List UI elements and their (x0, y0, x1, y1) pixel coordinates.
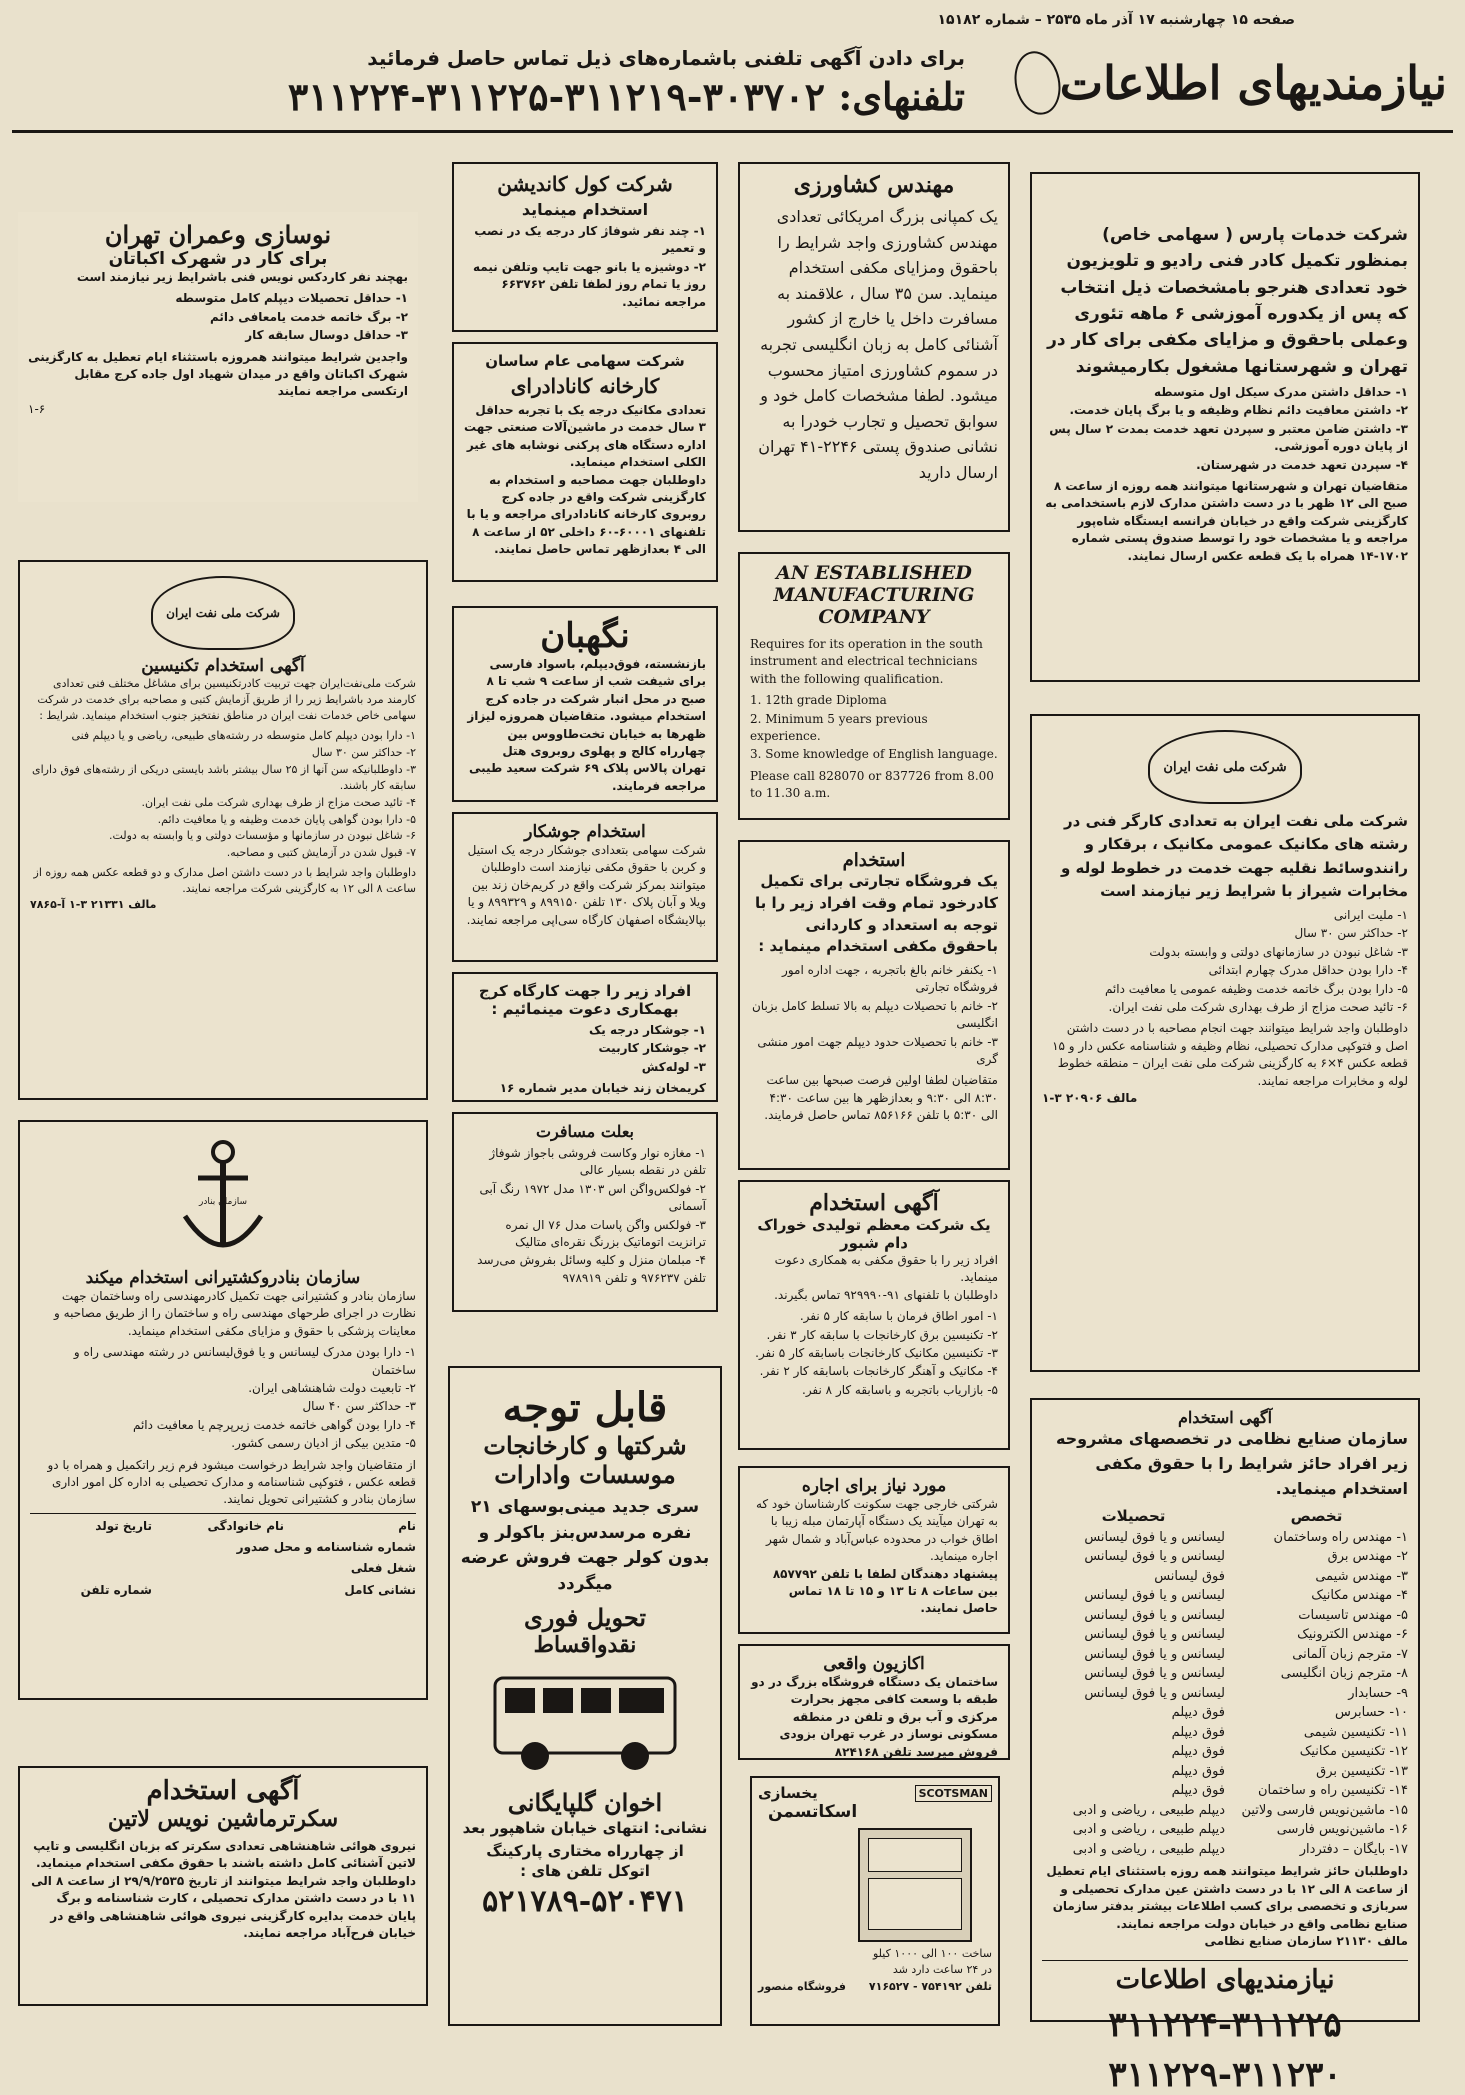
table-row (1042, 1703, 1408, 1723)
bus-title: قابل توجه (502, 1384, 668, 1431)
list-item: ۱- دارا بودن دیپلم کامل متوسطه در رشته‌های طبیعی، ریاضی و یا دیپلم فنی (71, 728, 416, 742)
ad-rent (738, 1466, 1010, 1634)
military-table (1042, 1528, 1408, 1860)
list-item: ۲- حداکثر سن ۳۰ سال (1294, 926, 1408, 941)
table-row (1042, 1567, 1408, 1587)
footer-phones-title: نیازمندیهای اطلاعات (1115, 1965, 1335, 1996)
bus-line4: تحویل فوری (523, 1603, 647, 1632)
list-item: ۳- داوطلبانیکه سن آنها از ۲۵ سال بیشتر باشد بایستی دریکی از رشته‌های فوق دارای سابقه کار باشند. (32, 762, 416, 792)
list-item: ۴- مکانیک و آهنگر کارخانجات باسابقه کار ۲ نفر. (759, 1364, 998, 1379)
ad-scotsman (750, 1776, 1000, 2026)
specialty-cell: ۸- مترجم زبان انگلیسی (1280, 1666, 1408, 1682)
specialty-cell: ۱۶- ماشین‌نویس فارسی (1276, 1822, 1408, 1838)
specialty-cell: ۱۵- ماشین‌نویس فارسی ولاتین (1241, 1802, 1408, 1818)
form-label: نام خانوادگی (207, 1518, 284, 1533)
list-item: ۵- دارا بودن گواهی پایان خدمت وظیفه و یا معافیت دائم. (157, 812, 416, 826)
shop-text: یک فروشگاه تجارتی برای تکمیل کادرخود تمام وقت افراد زیر را با توجه به استعداد و کاردانی باحقوق مکفی استخدام مینماید : (754, 872, 998, 956)
nioc2-footer: داوطلبان واجد شرایط با در دست داشتن اصل مدارک و دو قطعه عکس همه روزه از ساعت ۸ الی ۱۲ به کارگزینی شرکت مراجعه نمایند. (33, 866, 416, 896)
table-row (1042, 1645, 1408, 1665)
scotsman-brand-en: SCOTSMAN (915, 1785, 992, 1802)
military-footer: داوطلبان حائز شرایط میتوانند همه روزه باستثنای ایام تعطیل از ساعت ۸ الی ۱۲ با در دست داشتن عین مدارک تحصیلی و سربازی و تخصصی برای کسب اطلاعات بیشتر بدفتر سازمان صنایع نظامی واقع در خیابان دولت مراجعه نمایند. (1046, 1864, 1408, 1931)
ports-title: سازمان بنادروکشتیرانی استخدام میکند (85, 1268, 361, 1288)
nioc2-title: آگهی استخدام تکنیسین (141, 656, 305, 676)
renovation-subtitle: برای کار در شهرک اکباتان (108, 249, 328, 269)
bus-line3: سری جدید مینی‌بوسهای ۲۱ نفره مرسدس‌بنز باکولر و بدون کولر جهت فروش عرضه میگردد (460, 1497, 710, 1594)
education-cell: لیسانس و یا فوق لیسانس (1084, 1588, 1225, 1604)
list-item: ۲- تکنیسین برق کارخانجات با سابقه کار ۳ نفر. (766, 1327, 998, 1342)
nioc-emblem-icon: شرکت ملی نفت ایران (1148, 730, 1302, 804)
table-row (1042, 1684, 1408, 1704)
list-item: ۳- شاغل نبودن در سازمانهای دولتی و وابسته بدولت (1149, 944, 1408, 959)
page-info: صفحه ۱۵ چهارشنبه ۱۷ آذر ماه ۲۵۳۵ – شماره ۱۵۱۸۲ (937, 12, 1295, 28)
specialty-cell: ۲- مهندس برق (1327, 1549, 1408, 1565)
travel-title: بعلت مسافرت (535, 1122, 634, 1141)
shop-footer: متقاضیان لطفا اولین فرصت صبحها بین ساعت ۸:۳۰ الی ۹:۳۰ و بعدازظهر ها بین ساعت ۴:۳۰ الی ۵:۳۰ با تلفن ۸۵۶۱۶۶ تماس حاصل فرمایند. (764, 1073, 998, 1123)
canada-title: کارخانه کانادادرای (510, 374, 660, 398)
food-phone-line: داوطلبان با تلفنهای ۹۱-۹۲۹۹۹۰ تماس بگیرند. (774, 1287, 998, 1302)
specialty-cell: ۹- حسابدار (1348, 1685, 1408, 1701)
masthead-phones: تلفنهای: ۳۰۳۷۰۲-۳۱۱۲۱۹-۳۱۱۲۲۵-۳۱۱۲۲۴ (287, 74, 965, 119)
list-item: 1. 12th grade Diploma (750, 693, 887, 708)
rent-title: مورد نیاز برای اجاره (801, 1476, 947, 1496)
table-row (1042, 1528, 1408, 1548)
rent-footer: پیشنهاد دهندگان لطفا با تلفن ۸۵۷۷۹۲ بین ساعات ۸ تا ۱۳ و ۱۵ تا ۱۸ تماس حاصل نمایند. (772, 1566, 998, 1616)
list-item: ۱- حداقل تحصیلات دیپلم کامل متوسطه (175, 291, 408, 306)
nioc-ref: مالف ۲۰۹۰۶ ۳-۱ (1042, 1090, 1138, 1105)
list-item: ۲- حداکثر سن ۳۰ سال (311, 745, 416, 759)
list-item: ۳- داشتن ضامن معتبر و سپردن تعهد خدمت بمدت ۲ سال پس از پایان دوره آموزشی. (1049, 421, 1408, 454)
canada-text: تعدادی مکانیک درجه یک با تجربه حداقل ۳ سال خدمت در ماشین‌آلات صنعتی جهت اداره دستگاه های پرکنی نوشابه های غیر الکلی استخدام مینماید. (463, 403, 706, 470)
specialty-cell: ۶- مهندس الکترونیک (1297, 1627, 1408, 1643)
ad-nioc-workers (1030, 714, 1420, 1372)
education-cell: لیسانس و یا فوق لیسانس (1084, 1529, 1225, 1545)
scotsman-store: فروشگاه منصور (758, 1979, 846, 1993)
nioc-footer: داوطلبان واجد شرایط میتوانند جهت انجام مصاحبه با در دست داشتن اصل و فتوکپی مدارک تحصیلی، نظام وظیفه و شناسنامه عکس دار و ۱۵ قطعه عکس ۴×۶ به کارگزینی شرکت ملی نفت ایران – منطقه خطوط لوله و مخابرات مراجعه نمایند. (1052, 1021, 1408, 1088)
col-specialty: تخصص (1290, 1507, 1343, 1526)
col-education: تحصیلات (1101, 1507, 1166, 1526)
canada-footer: داوطلبان جهت مصاحبه و استخدام به کارگزینی شرکت واقع در جاده کرج روبروی کارخانه کانادادرای مراجعه و یا با تلفنهای ۶۰۰۰۱-۶۰ داخلی ۵۲ از ساعت ۸ الی ۴ بعدازظهر تماس حاصل نمایند. (466, 472, 706, 557)
specialty-cell: ۱۰- حسابرس (1334, 1705, 1408, 1721)
ad-karaj (452, 972, 718, 1102)
list-item: ۳- فولکس واگن پاسات مدل ۷۶ ال نمره ترانزیت اتوماتیک بزرنگ نقره‌ای متالیک (505, 1217, 706, 1249)
list-item: ۲- تابعیت دولت شاهنشاهی ایران. (248, 1380, 416, 1395)
renovation-text: بهچند نفر کاردکس نویس فنی باشرایط زیر نیازمند است (76, 270, 408, 284)
education-cell: دیپلم طبیعی ، ریاضی و ادبی (1072, 1841, 1225, 1857)
education-cell: لیسانس و یا فوق لیسانس (1084, 1549, 1225, 1565)
footer-phones-line2: ۳۱۱۲۲۹-۳۱۱۲۳۰ (1108, 2055, 1342, 2095)
bus-address: نشانی: انتهای خیابان شاهپور بعد از چهارراه مختاری پارکینگ (462, 1819, 708, 1860)
list-item: ۳- خانم با تحصیلات حدود دیپلم جهت امور منشی گری (757, 1034, 998, 1066)
scotsman-line2: در ۲۴ ساعت دارد شد (892, 1962, 992, 1976)
form-label: شغل فعلی (350, 1561, 416, 1576)
food-subtitle: یک شرکت معظم تولیدی خوراک دام شبور (757, 1216, 991, 1252)
ad-agri-engineer (738, 162, 1010, 532)
karaj-title: افراد زیر را جهت کارگاه کرج بهمکاری دعوت مینمائیم : (478, 982, 692, 1018)
list-item: ۷- قبول شدن در آزمایش کتبی و مصاحبه. (226, 846, 416, 860)
english-title-3: COMPANY (818, 606, 930, 628)
military-text: سازمان صنایع نظامی در تخصصهای مشروحه زیر افراد حائز شرایط را با حقوق مکفی استخدام مینماید. (1055, 1429, 1408, 1498)
ad-travel-sale (452, 1112, 718, 1312)
nioc-text: شرکت ملی نفت ایران به تعدادی کارگر فنی در رشته های مکانیک عمومی مکانیک ، برقکار و رانندوسائط نقلیه جهت خدمت در خطوط لوله و مخابرات شیراز با شرایط زیر نیازمند است (1061, 812, 1408, 900)
military-title: آگهی استخدام (1177, 1408, 1273, 1427)
ports-footer: از متقاضیان واجد شرایط درخواست میشود فرم زیر راتکمیل و همراه با دو قطعه عکس ، فتوکپی شناسنامه و مدارک تحصیلی به اداره کل امور اداری سازمان بنادر و کشتیرانی تحویل نمایند. (47, 1457, 416, 1507)
list-item: ۶- تائید صحت مزاج از طرف بهداری شرکت ملی نفت ایران. (1108, 999, 1408, 1014)
logo-text: نیازمندیهای اطلاعات (1059, 56, 1447, 110)
divider (1042, 1960, 1408, 1961)
occasion-title: اکازیون واقعی (823, 1654, 925, 1674)
specialty-cell: ۵- مهندس تاسیسات (1298, 1607, 1408, 1623)
list-item: ۲- جوشکار کاربیت (598, 1041, 706, 1056)
ad-minibus (448, 1366, 722, 2026)
bus-line2: موسسات وادارات (494, 1460, 676, 1489)
nioc2-text: شرکت ملی‌نفت‌ایران جهت تربیت کادرتکنیسین برای مشاغل مختلف فنی تعدادی کارمند مرد باشرایط زیر را از طریق آزمایش کتبی و مصاحبه برای خدمت در شرکت سهامی خاص خدمات نفت ایران در مناطق نفتخیز جنوب استخدام مینماید. شرایط : (37, 677, 416, 722)
list-item: ۱- دارا بودن مدرک لیسانس و یا فوق‌لیسانس در رشته مهندسی راه و ساختمان (73, 1345, 416, 1377)
welder-title: استخدام جوشکار (524, 822, 646, 842)
pars-footer: متقاضیان تهران و شهرستانها میتوانند همه روزه از ساعت ۸ صبح الی ۱۲ ظهر با در دست داشتن مدارک لازم باستخدامی به کارگزینی شرکت واقع در خیابان فرانسه ایستگاه شاه‌پور مراجعه و یا مشخصات خود را توسط صندوق پستی شماره ۱۷۰۲-۱۴ همراه با یک قطعه عکس ارسال نمایند. (1045, 479, 1408, 563)
masthead-rule (12, 130, 1453, 133)
list-item: ۴- سپردن تعهد خدمت در شهرستان. (1196, 457, 1408, 472)
specialty-cell: ۱۴- تکنیسین راه و ساختمان (1257, 1783, 1408, 1799)
agri-text: یک کمپانی بزرگ امریکائی تعدادی مهندس کشاورزی واجد شرایط را باحقوق ومزایای مکفی استخدام مینماید. سن ۳۵ سال ، علاقمند به مسافرت داخل یا خارج از کشور آشنائی کامل به زبان انگلیسی تجربه در سموم کشاورزی امتیاز محسوب میشود. لطفا مشخصات کامل خود و سوابق تحصیل و تجارب خودرا به نشانی صندوق پستی ۲۲۴۶-۴۱ تهران ارسال دارید (758, 207, 998, 482)
form-label: نام (398, 1518, 416, 1533)
ad-latin-typist (18, 1766, 428, 2006)
education-cell: فوق دیپلم (1171, 1763, 1225, 1779)
ad-ports (18, 1120, 428, 1700)
list-item: ۴- دارا بودن حداقل مدرک چهارم ابتدائی (1208, 963, 1408, 978)
table-row (1042, 1742, 1408, 1762)
list-item: ۱- امور اطاق فرمان با سابقه کار ۵ نفر. (799, 1309, 998, 1324)
specialty-cell: ۱۳- تکنیسین برق (1316, 1763, 1408, 1779)
education-cell: لیسانس و یا فوق لیسانس (1084, 1685, 1225, 1701)
education-cell: لیسانس و یا فوق لیسانس (1084, 1666, 1225, 1682)
ice-machine-icon (858, 1828, 972, 1942)
list-item: ۱- ملیت ایرانی (1333, 908, 1408, 922)
list-item: ۴- دارا بودن گواهی خاتمه خدمت زیرپرچم یا معافیت دائم (132, 1417, 416, 1432)
english-intro: Requires for its operation in the south instrument and electrical technicians with the following qualification. (750, 637, 983, 686)
divider (30, 1513, 416, 1514)
ad-shop (738, 840, 1010, 1170)
scotsman-line1: ساخت ۱۰۰ الی ۱۰۰۰ کیلو (872, 1947, 992, 1960)
list-item: ۱- جوشکار درجه یک (589, 1023, 706, 1037)
logo-emblem-icon (1009, 47, 1066, 119)
ad-guard (452, 606, 718, 802)
form-label: شماره تلفن (80, 1582, 152, 1597)
karaj-footer: کریمخان زند خیابان مدیر شماره ۱۶ (499, 1081, 706, 1096)
bus-line5: نقدواقساط (533, 1632, 637, 1658)
typist-subtitle: سکرترماشین نویس لاتین (107, 1806, 339, 1832)
form-label: نشانی کامل (344, 1582, 416, 1597)
table-row (1042, 1723, 1408, 1743)
table-row (1042, 1781, 1408, 1801)
ports-emblem-text: سازمان بنادر (199, 1197, 247, 1207)
list-item: ۵- متدین بیکی از ادیان رسمی کشور. (231, 1436, 416, 1451)
education-cell: فوق دیپلم (1171, 1783, 1225, 1799)
renovation-title: نوسازی وعمران تهران (104, 220, 332, 249)
masthead-logo (1007, 40, 1447, 126)
list-item: ۲- برگ خاتمه خدمت یامعافی دائم (209, 309, 408, 324)
renovation-footer: واجدین شرایط میتوانند همروزه باستثناء ایام تعطیل به کارگزینی شهرک اکباتان واقع در میدان شهیاد اول جاده کرج مقابل ارتکسی مراجعه نمایند (28, 349, 408, 399)
rent-text: شرکتی خارجی جهت سکونت کارشناسان خود که به تهران میآیند یک دستگاه آپارتمان مبله زیبا با اطاق خواب در محدوده عباس‌آباد و شمال شهر اجاره مینماید. (755, 1497, 998, 1564)
education-cell: لیسانس و یا فوق لیسانس (1084, 1627, 1225, 1643)
specialty-cell: ۱- مهندس راه وساختمان (1273, 1529, 1408, 1545)
list-item: ۲- فولکس‌واگن اس ۱۳۰۳ مدل ۱۹۷۲ رنگ آبی آسمانی (479, 1181, 706, 1214)
cool-title: شرکت کول کاندیشن (497, 172, 673, 196)
ad-english-company (738, 552, 1010, 820)
list-item: ۶- شاغل نبودن در سازمانها و مؤسسات دولتی و یا وابسته به دولت. (108, 829, 416, 843)
specialty-cell: ۷- مترجم زبان آلمانی (1292, 1646, 1408, 1662)
education-cell: فوق دیپلم (1171, 1705, 1225, 1721)
ad-cool-condition (452, 162, 718, 332)
table-row (1042, 1820, 1408, 1840)
occasion-text: ساختمان یک دستگاه فروشگاه بزرگ در دو طبقه با وسعت کافی مجهز بحرارت مرکزی و آب برق و تلفن در منطقه مسکونی نوساز در غرب تهران بزودی فروش میرسد تلفن ۸۲۴۱۶۸ (751, 1675, 998, 1759)
table-row (1042, 1547, 1408, 1567)
list-item: ۳- تکنیسین مکانیک کارخانجات باسابقه کار ۵ نفر. (755, 1345, 998, 1360)
table-row (1042, 1801, 1408, 1821)
english-contact: Please call 828070 or 837726 from 8.00 to 11.30 a.m. (750, 768, 994, 801)
shop-title: استخدام (842, 850, 906, 871)
nioc2-ref: مالف ۲۱۳۳۱ ۳-۱ آ-۷۸۶۵ (30, 898, 157, 912)
list-item: ۴- تائید صحت مزاج از طرف بهداری شرکت ملی نفت ایران. (141, 795, 416, 809)
list-item: ۴- مبلمان منزل و کلیه وسائل بفروش می‌رسد تلفن ۹۷۶۲۳۷ و تلفن ۹۷۸۹۱۹ (477, 1253, 706, 1285)
typist-title: آگهی استخدام (146, 1776, 300, 1806)
welder-text: شرکت سهامی بتعدادی جوشکار درجه یک استیل و کربن با حقوق مکفی نیازمند است داوطلبان میتوانند بمرکز شرکت واقع در کریم‌خان زند بین ویلا و آبان پلاک ۱۳۰ تلفن ۸۹۹۱۵۰ و ۸۹۹۳۲۹ و یا بپالایشگاه اصفهان کارگاه سی‌اپی مراجعه نمایند. (466, 843, 706, 927)
education-cell: دیپلم طبیعی ، ریاضی و ادبی (1072, 1802, 1225, 1818)
masthead-instruction: برای دادن آگهی تلفنی باشماره‌های ذیل تماس حاصل فرمائید (367, 46, 965, 70)
footer-phones-line1: ۳۱۱۲۲۴-۳۱۱۲۲۵ (1108, 2005, 1342, 2046)
military-ref: مالف ۲۱۱۳۰ سازمان صنایع نظامی (1204, 1933, 1408, 1948)
form-label: شماره شناسنامه و محل صدور (236, 1540, 416, 1555)
scotsman-title: یخسازی (758, 1784, 818, 1802)
scotsman-phones: تلفن ۷۵۴۱۹۲ - ۷۱۶۵۲۷ (868, 1979, 992, 1993)
education-cell: لیسانس و یا فوق لیسانس (1084, 1607, 1225, 1623)
bus-phones: ۵۲۱۷۸۹-۵۲۰۴۷۱ (482, 1884, 688, 1919)
list-item: ۱- مغازه نوار وکاست فروشی باجواز شوفاژ تلفن در نقطه بسیار عالی (489, 1146, 706, 1178)
table-row (1042, 1762, 1408, 1782)
bus-phone-label: اتوکل تلفن های : (520, 1862, 650, 1880)
list-item: 2. Minimum 5 years previous experience. (750, 711, 928, 743)
anchor-icon (173, 1134, 273, 1264)
pars-text: شرکت خدمات پارس ( سهامی خاص) بمنظور تکمیل کادر فنی رادیو و تلویزیون خود تعدادی هنرجو بامشخصات ذیل انتخاب که پس از یکدوره آموزشی ۶ ماهه تئوری وعملی باحقوق و مزایای مکفی برای کار در تهران و شهرستانها مشغول بکارمیشوند (1047, 225, 1408, 377)
list-item: ۱- چند نفر شوفاژ کار درجه یک در نصب و تعمیر (474, 224, 706, 256)
ad-welder (452, 812, 718, 962)
education-cell: دیپلم طبیعی ، ریاضی و ادبی (1072, 1822, 1225, 1838)
renovation-ref: ۱-۶ (28, 401, 46, 416)
education-cell: فوق دیپلم (1171, 1724, 1225, 1740)
list-item: ۳- حداکثر سن ۴۰ سال (302, 1399, 416, 1414)
scotsman-brand: اسکاتسمن (768, 1802, 858, 1822)
specialty-cell: ۱۱- تکنیسین شیمی (1303, 1724, 1408, 1740)
specialty-cell: ۱۷- بایگان – دفتردار (1299, 1841, 1408, 1857)
ad-animal-food (738, 1180, 1010, 1450)
guard-title: نگهبان (540, 616, 630, 656)
ad-nioc-technician (18, 560, 428, 1100)
education-cell: فوق دیپلم (1171, 1744, 1225, 1760)
list-item: ۲- دوشیزه یا بانو جهت تایپ وتلفن نیمه روز یا تمام روز لطفا تلفن ۶۶۳۷۶۲ مراجعه نمائید. (473, 259, 706, 309)
form-label: تاریخ تولد (95, 1518, 152, 1533)
ports-text: سازمان بنادر و کشتیرانی جهت تکمیل کادرمهندسی راه وساختمان جهت نظارت در اجرای طرحهای مهندسی راه و ساختمان را از طریق مصاحبه و معاینات پزشکی با حقوق و مزایای مکفی استخدام مینماید. (54, 1289, 416, 1338)
bus-seller: اخوان گلپایگانی (507, 1788, 663, 1817)
list-item: ۱- حداقل داشتن مدرک سیکل اول متوسطه (1154, 385, 1408, 400)
list-item: ۳- حداقل دوسال سابقه کار (245, 328, 408, 343)
table-row (1042, 1586, 1408, 1606)
ad-military-industries (1030, 1398, 1420, 2095)
table-row (1042, 1625, 1408, 1645)
list-item: ۵- بازاریاب باتجربه و باسابقه کار ۸ نفر. (802, 1382, 998, 1397)
specialty-cell: ۳- مهندس شیمی (1315, 1568, 1408, 1584)
list-item: 3. Some knowledge of English language. (750, 747, 998, 762)
table-row (1042, 1606, 1408, 1626)
ad-pars-services (1030, 172, 1420, 682)
guard-text: بازنشسته، فوق‌دیپلم، باسواد فارسی برای شیفت شب از ساعت ۹ شب تا ۸ صبح در محل انبار شرکت در جاده کرج استخدام میشود. متقاضیان همروزه لیزاز ظهرها به خیابان تخت‌طاووس بین چهارراه کالج و پهلوی روبروی هتل تهران پالاس پلاک ۶۹ شرکت سعید طیبی مراجعه فرمایند. (467, 657, 706, 793)
agri-title: مهندس کشاورزی (793, 172, 955, 198)
nioc-emblem-icon: شرکت ملی نفت ایران (151, 576, 295, 650)
canada-org: شرکت سهامی عام ساسان (485, 352, 685, 370)
english-title-2: MANUFACTURING (773, 584, 975, 606)
list-item: ۲- داشتن معافیت دائم نظام وظیفه و یا برگ پایان خدمت. (1069, 403, 1408, 418)
list-item: ۳- لوله‌کش (641, 1059, 706, 1074)
minibus-icon (485, 1668, 685, 1778)
list-item: ۵- دارا بودن برگ خاتمه خدمت وظیفه عمومی یا معافیت دائم (1104, 981, 1408, 996)
food-text: افراد زیر را با حقوق مکفی به همکاری دعوت مینماید. (774, 1253, 998, 1285)
table-row (1042, 1664, 1408, 1684)
table-row (1042, 1840, 1408, 1860)
bus-line1: شرکتها و کارخانجات (483, 1431, 687, 1460)
education-cell: فوق لیسانس (1154, 1568, 1225, 1584)
typist-text: نیروی هوائی شاهنشاهی تعدادی سکرتر که بزبان انگلیسی و تایپ لاتین آشنائی کامل داشته باشند با حقوق مکفی استخدام مینماید. داوطلبان واجد شرایط میتوانند از تاریخ ۲۹/۹/۲۵۳۵ از ساعت ۸ الی ۱۱ با در دست داشتن مدارک تحصیلی ، کارت شناسنامه و برگ پایان خدمت بدایره کارگزینی نیروی هوائی شاهنشاهی واقع در خیابان فرح‌آباد مراجعه نمایند. (31, 1839, 416, 1940)
ad-occasion (738, 1644, 1010, 1760)
specialty-cell: ۱۲- تکنیسین مکانیک (1299, 1744, 1408, 1760)
ad-renovation (18, 212, 418, 502)
food-title: آگهی استخدام (809, 1190, 939, 1216)
ad-canada-dry (452, 342, 718, 582)
english-title-1: AN ESTABLISHED (776, 562, 972, 584)
education-cell: لیسانس و یا فوق لیسانس (1084, 1646, 1225, 1662)
specialty-cell: ۴- مهندس مکانیک (1311, 1588, 1408, 1604)
list-item: ۱- یکنفر خانم بالغ باتجربه ، جهت اداره امور فروشگاه تجارتی (782, 963, 998, 995)
cool-subtitle: استخدام مینماید (521, 200, 649, 219)
list-item: ۲- خانم با تحصیلات دیپلم به بالا تسلط کامل بزبان انگلیسی (751, 998, 998, 1031)
